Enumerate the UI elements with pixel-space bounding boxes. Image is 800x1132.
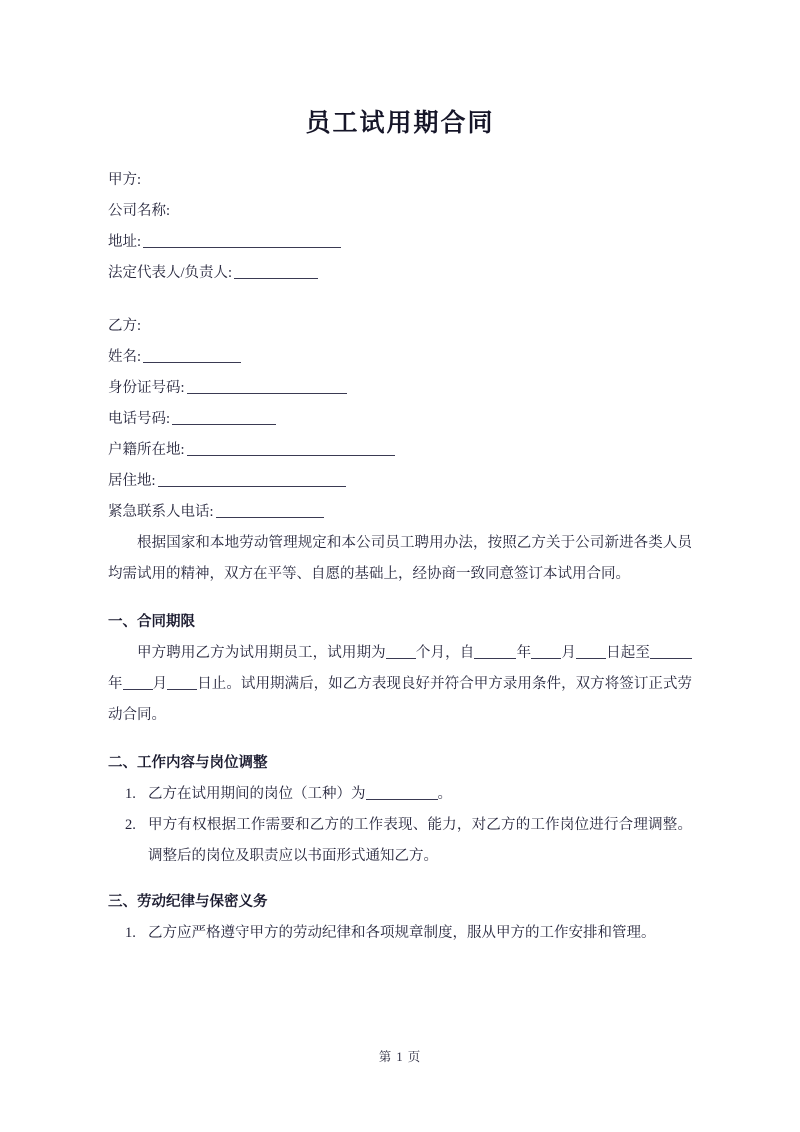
page-footer: 第 1 页	[378, 1050, 422, 1064]
field-phone-number	[108, 404, 692, 435]
field-input-id-number[interactable]	[187, 379, 347, 394]
party-b-heading	[108, 311, 692, 342]
term-blank-end-month[interactable]	[123, 675, 153, 690]
field-label-company-name: 公司名称:	[108, 203, 171, 220]
list-item: 乙方应严格遵守甲方的劳动纪律和各项规章制度，服从甲方的工作安排和管理。	[148, 925, 656, 942]
page-content	[108, 0, 692, 949]
party-a-block	[108, 165, 692, 289]
list-item: 甲方有权根据工作需要和乙方的工作表现、能力，对乙方的工作岗位进行合理调整。调整后的岗位及职责应以书面形式通知乙方。	[148, 817, 692, 865]
field-label-household-registration: 户籍所在地:	[108, 442, 185, 459]
term-text-6: 年	[108, 676, 123, 693]
field-input-residence[interactable]	[158, 472, 346, 487]
term-text-3: 年	[516, 645, 532, 662]
field-legal-representative	[108, 258, 692, 289]
field-input-address[interactable]	[143, 233, 341, 248]
term-text-2: 个月，自	[415, 645, 475, 662]
term-blank-months[interactable]	[386, 644, 416, 659]
section-3-list	[108, 918, 692, 949]
term-blank-end-day[interactable]	[167, 675, 197, 690]
section-heading-work-content: 二、工作内容与岗位调整	[108, 755, 268, 772]
section-heading-labor-discipline: 三、劳动纪律与保密义务	[108, 894, 268, 911]
term-blank-end-year[interactable]	[650, 644, 692, 659]
section-2-list	[108, 779, 692, 872]
field-id-number	[108, 373, 692, 404]
party-b-block	[108, 311, 692, 528]
term-blank-start-year[interactable]	[474, 644, 516, 659]
section-heading-contract-term: 一、合同期限	[108, 614, 195, 631]
field-label-legal-representative: 法定代表人/负责人:	[108, 265, 233, 282]
field-label-id-number: 身份证号码:	[108, 380, 185, 397]
intro-paragraph: 根据国家和本地劳动管理规定和本公司员工聘用办法，按照乙方关于公司新进各类人员均需试用的精神，双方在平等、自愿的基础上，经协商一致同意签订本试用合同。	[108, 535, 692, 583]
field-input-household-registration[interactable]	[187, 441, 395, 456]
party-a-heading	[108, 165, 692, 196]
position-text-suffix: 。	[437, 786, 452, 803]
field-label-emergency-contact-phone: 紧急联系人电话:	[108, 504, 214, 521]
term-blank-start-day[interactable]	[576, 644, 606, 659]
field-input-phone-number[interactable]	[172, 410, 276, 425]
position-text-prefix: 乙方在试用期间的岗位（工种）为	[148, 786, 366, 803]
party-a-label: 甲方:	[108, 172, 142, 189]
field-input-emergency-contact-phone[interactable]	[216, 503, 324, 518]
field-label-phone-number: 电话号码:	[108, 411, 171, 428]
position-blank[interactable]	[366, 785, 438, 800]
section-1-paragraph	[108, 638, 692, 731]
term-text-8: 日止。试用期满后，如乙方表现良好并符合甲方录用条件，双方将签订正式劳动合同。	[108, 676, 693, 724]
field-label-residence: 居住地:	[108, 473, 156, 490]
term-text-1: 甲方聘用乙方为试用期员工，试用期为	[137, 645, 386, 662]
field-company-name	[108, 196, 692, 227]
field-household-registration	[108, 435, 692, 466]
term-blank-start-month[interactable]	[531, 644, 561, 659]
field-residence	[108, 466, 692, 497]
field-input-legal-representative[interactable]	[234, 264, 318, 279]
field-input-employee-name[interactable]	[143, 348, 241, 363]
field-label-employee-name: 姓名:	[108, 349, 142, 366]
field-emergency-contact-phone	[108, 497, 692, 528]
field-employee-name	[108, 342, 692, 373]
list-item	[108, 779, 692, 810]
page-title: 员工试用期合同	[305, 110, 495, 137]
term-text-5: 日起至	[606, 645, 651, 662]
party-b-label: 乙方:	[108, 318, 142, 335]
field-label-address: 地址:	[108, 234, 142, 251]
field-address	[108, 227, 692, 258]
term-text-4: 月	[561, 645, 576, 662]
term-text-7: 月	[152, 676, 168, 693]
